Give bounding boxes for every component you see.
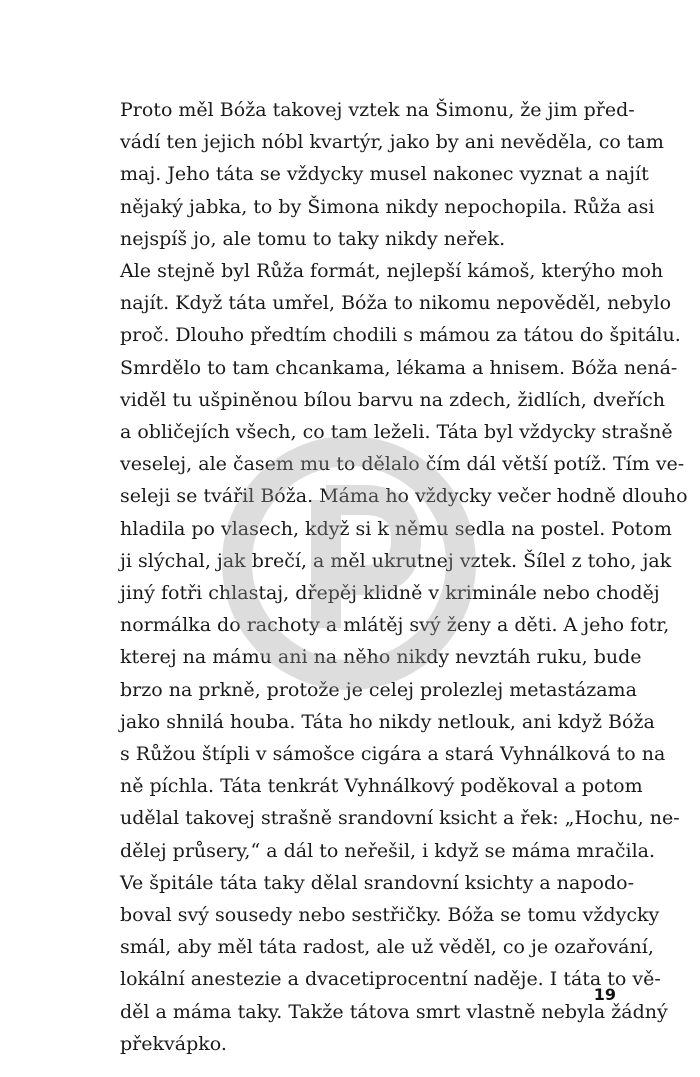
- text-line: veselej, ale časem mu to dělalo čím dál větší potíž. Tím ve-: [120, 453, 685, 476]
- text-line: nějaký jabka, to by Šimona nikdy nepochopila. Růža asi: [120, 195, 655, 218]
- text-line: udělal takovej strašně srandovní ksicht a řek: „Hochu, ne-: [120, 807, 680, 830]
- text-line: Ve špitále táta taky dělal srandovní ksichty a napodo-: [120, 871, 634, 894]
- text-line: děl a máma taky. Takže tátova smrt vlastně nebyla žádný: [120, 1000, 668, 1023]
- text-line: brzo na prkně, protože je celej prolezlej metastázama: [120, 678, 637, 701]
- text-line: nejspíš jo, ale tomu to taky nikdy neřek.: [120, 227, 506, 250]
- text-line: najít. Když táta umřel, Bóža to nikomu nepověděl, nebylo: [120, 292, 672, 315]
- text-line: seleji se tvářil Bóža. Máma ho vždycky večer hodně dlouho: [120, 485, 688, 508]
- text-line: lokální anestezie a dvacetiprocentní naděje. I táta to vě-: [120, 968, 661, 991]
- text-line: normálka do rachoty a mlátěj svý ženy a děti. A jeho fotr,: [120, 614, 670, 637]
- text-line: Smrdělo to tam chcankama, lékama a hnisem. Bóža nená-: [120, 356, 678, 379]
- text-line: maj. Jeho táta se vždycky musel nakonec vyznat a najít: [120, 163, 649, 186]
- text-line: smál, aby měl táta radost, ale už věděl, co je ozařování,: [120, 936, 654, 959]
- text-line: jiný fotři chlastaj, dřepěj klidně v kriminále nebo choděj: [120, 582, 660, 605]
- body-text: [93, 94, 688, 1060]
- text-line: s Růžou štípli v sámošce cigára a stará Vyhnálková to na: [120, 743, 666, 766]
- text-line: kterej na mámu ani na něho nikdy nevztáh ruku, bude: [120, 646, 642, 669]
- paragraph: [93, 255, 688, 867]
- text-line: proč. Dlouho předtím chodili s mámou za tátou do špitálu.: [120, 324, 681, 347]
- text-line: boval svý sousedy nebo sestřičky. Bóža se tomu vždycky: [120, 904, 660, 927]
- text-line: ji slýchal, jak brečí, a měl ukrutnej vztek. Šílel z toho, jak: [120, 549, 672, 572]
- text-line: ně píchla. Táta tenkrát Vyhnálkový poděkoval a potom: [120, 775, 643, 798]
- text-line: překvápko.: [120, 1032, 227, 1055]
- text-line: Ale stejně byl Růža formát, nejlepší kámoš, kterýho moh: [120, 260, 664, 283]
- text-line: vádí ten jejich nóbl kvartýr, jako by ani nevěděla, co tam: [120, 131, 664, 154]
- text-line: a obličejích všech, co tam leželi. Táta byl vždycky strašně: [120, 421, 673, 444]
- text-line: Proto měl Bóža takovej vztek na Šimonu, že jim před-: [120, 99, 635, 121]
- text-line: dělej průsery,“ a dál to neřešil, i když se máma mračila.: [120, 839, 656, 862]
- text-line: jako shnilá houba. Táta ho nikdy netlouk, ani když Bóža: [120, 710, 655, 733]
- text-line: viděl tu ušpiněnou bílou barvu na zdech, židlích, dveřích: [120, 388, 666, 411]
- paragraph: [93, 867, 668, 1060]
- text-line: hladila po vlasech, když si k němu sedla na postel. Potom: [120, 517, 672, 540]
- paragraph: [93, 94, 664, 255]
- page-number: 19: [593, 985, 616, 1004]
